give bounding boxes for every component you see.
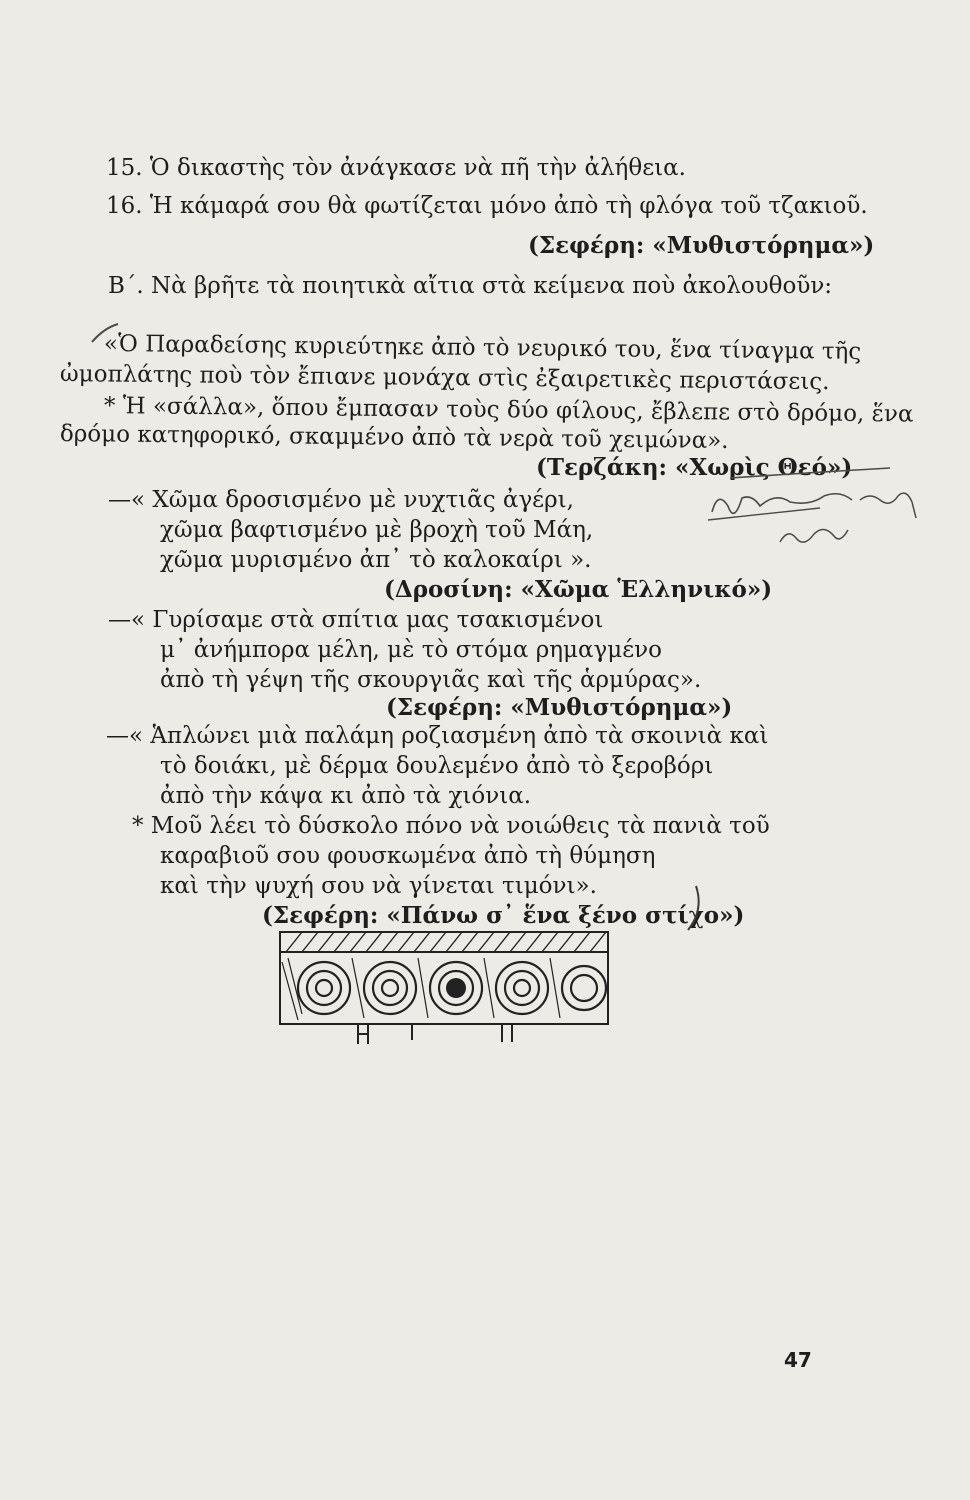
poem2-line-3: ἀπὸ τὴ γέψη τῆς σκουργιᾶς καὶ τῆς ἁρμύρας». — [160, 667, 702, 693]
source-seferi-1: (Σεφέρη: «Μυθιστόρημα») — [528, 232, 875, 259]
prose-line-4: δρόμο κατηφορικό, σκαμμένο ἀπὸ τὰ νερὰ τοῦ χειμώνα». — [59, 421, 729, 455]
exercise-16: 16. Ἡ κάμαρά σου θὰ φωτίζεται μόνο ἀπὸ τὴ φλόγα τοῦ τζακιοῦ. — [106, 193, 868, 219]
wave-ornament-illustration — [272, 928, 612, 1054]
poem2-line-2: μ᾿ ἀνήμπορα μέλη, μὲ τὸ στόμα ρημαγμένο — [160, 637, 662, 663]
poem1-line-2: χῶμα βαφτισμένο μὲ βροχὴ τοῦ Μάη, — [160, 517, 594, 543]
poem1-line-1: —« Χῶμα δροσισμένο μὲ νυχτιᾶς ἀγέρι, — [108, 487, 574, 513]
exercise-15: 15. Ὁ δικαστὴς τὸν ἀνάγκασε νὰ πῆ τὴν ἀλήθεια. — [106, 155, 686, 181]
section-b-heading: Β΄. Νὰ βρῆτε τὰ ποιητικὰ αἴτια στὰ κείμενα ποὺ ἀκολουθοῦν: — [108, 273, 833, 299]
prose-line-2: ὠμοπλάτης ποὺ τὸν ἔπιανε μονάχα στὶς ἐξαιρετικὲς περιστάσεις. — [59, 361, 830, 396]
poem3-line-6: καὶ τὴν ψυχή σου νὰ γίνεται τιμόνι». — [160, 873, 597, 899]
pencil-annotations — [60, 300, 970, 940]
source-seferi-2: (Σεφέρη: «Μυθιστόρημα») — [386, 694, 733, 721]
poem2-line-1: —« Γυρίσαμε στὰ σπίτια μας τσακισμένοι — [108, 607, 604, 633]
poem3-line-4: * Μοῦ λέει τὸ δύσκολο πόνο νὰ νοιώθεις τὰ πανιὰ τοῦ — [132, 813, 770, 839]
source-drosini: (Δροσίνη: «Χῶμα Ἑλληνικό») — [384, 576, 773, 603]
prose-line-3: * Ἡ «σάλλα», ὅπου ἔμπασαν τοὺς δύο φίλους, ἔβλεπε στὸ δρόμο, ἕνα — [103, 393, 914, 428]
poem3-line-5: καραβιοῦ σου φουσκωμένα ἀπὸ τὴ θύμηση — [160, 843, 656, 869]
poem3-line-2: τὸ δοιάκι, μὲ δέρμα δουλεμένο ἀπὸ τὸ ξεροβόρι — [160, 753, 714, 779]
poem3-line-1: —« Ἁπλώνει μιὰ παλάμη ροζιασμένη ἀπὸ τὰ σκοινιὰ καὶ — [106, 723, 769, 749]
source-seferi-3: (Σεφέρη: «Πάνω σ᾿ ἕνα ξένο στίχο») — [262, 902, 745, 929]
page-number: 47 — [784, 1348, 812, 1372]
prose-line-1: «Ὁ Παραδείσης κυριεύτηκε ἀπὸ τὸ νευρικό του, ἕνα τίναγμα τῆς — [103, 331, 862, 365]
poem1-line-3: χῶμα μυρισμένο ἀπ᾿ τὸ καλοκαίρι ». — [160, 547, 592, 573]
source-terzaki: (Τερζάκη: «Χωρὶς Θεό») — [536, 454, 853, 481]
poem3-line-3: ἀπὸ τὴν κάψα κι ἀπὸ τὰ χιόνια. — [160, 783, 532, 809]
